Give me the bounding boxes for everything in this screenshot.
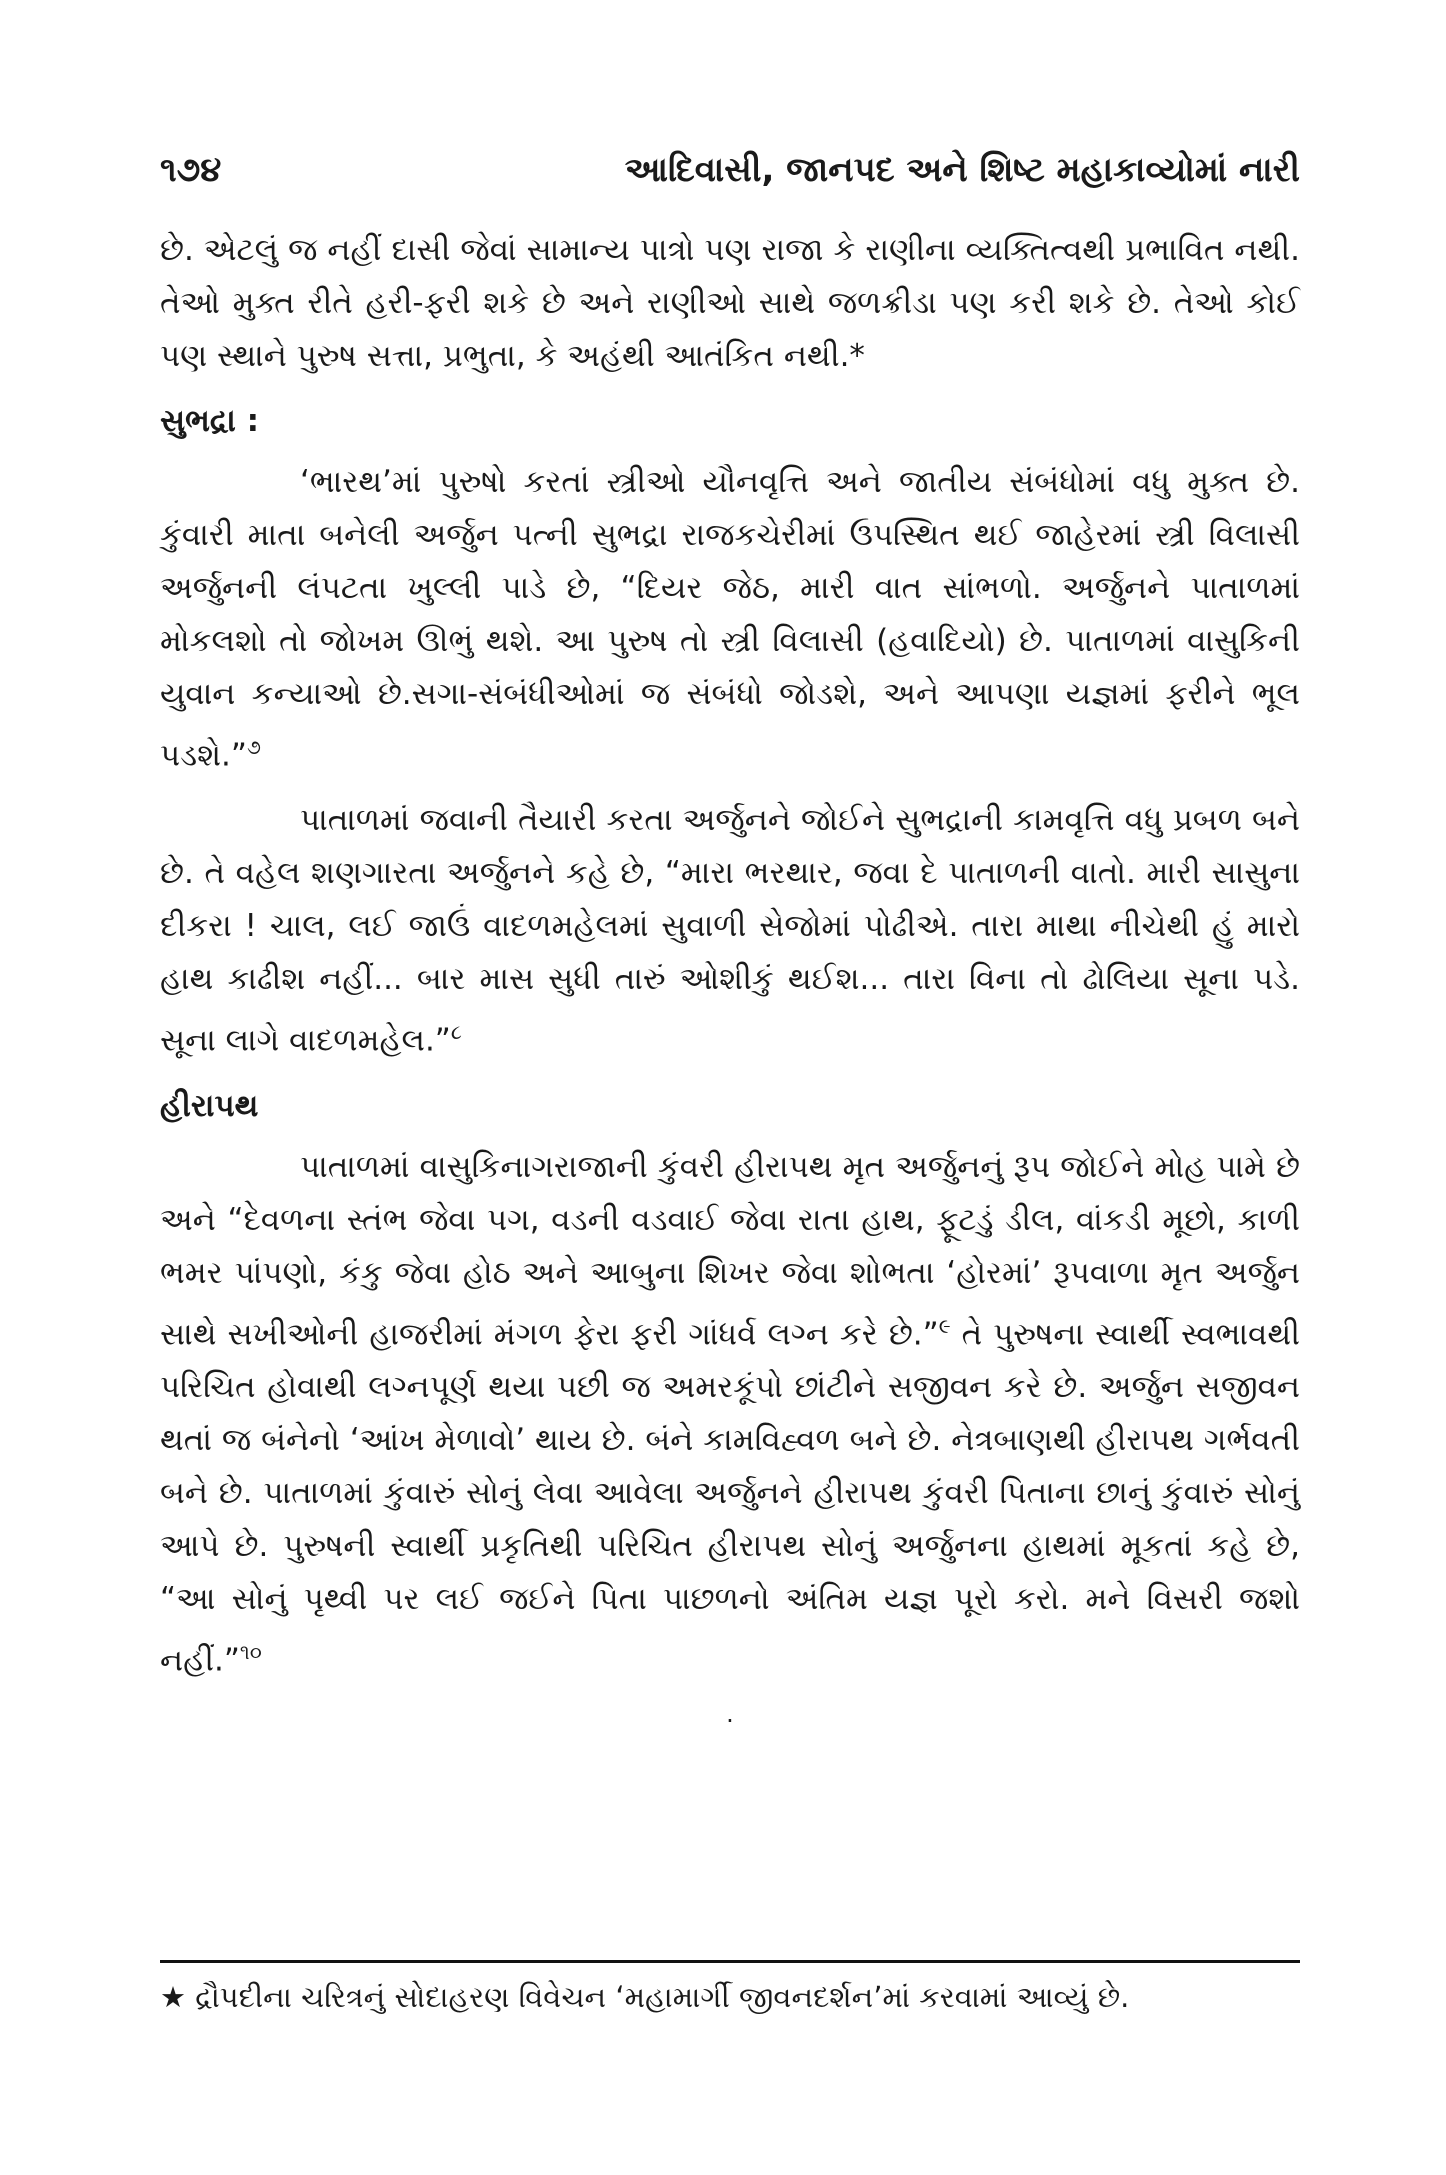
paragraph-3-text: પાતાળમાં જવાની તૈયારી કરતા અર્જુનને જોઈને સુભદ્રાની કામવૃત્તિ વધુ પ્રબળ બને છે. તે વહેલ શણગારતા અર્જુનને કહે છે, “મારા ભરથાર, જવા દે પાતાળની વાતો. મારી સાસુના દીકરા ! ચાલ, લઈ જાઉં વાદળમહેલમાં સુવાળી સેજોમાં પોઢીએ. તારા માથા નીચેથી હું મારો હાથ કાઢીશ નહીં... બાર માસ સુધી તારું ઓશીકું થઈશ... તારા વિના તો ઢોલિયા સૂના પડે. સૂના લાગે વાદળમહેલ.”	[160, 802, 1300, 1059]
running-title: આદિવાસી, જાનપદ અને શિષ્ટ મહાકાવ્યોમાં નારી	[624, 150, 1300, 190]
separator-dot: ·	[726, 1707, 734, 1736]
section-heading-subhadra: સુભદ્રા :	[160, 403, 260, 439]
footnote-ref-7: ૭	[246, 735, 261, 759]
paragraph-1: છે. એટલું જ નહીં દાસી જેવાં સામાન્ય પાત્રો પણ રાજા કે રાણીના વ્યક્તિત્વથી પ્રભાવિત નથી. તેઓ મુક્ત રીતે હરી-ફરી શકે છે અને રાણીઓ સાથે જળક્રીડા પણ કરી શકે છે. તેઓ કોઈ પણ સ્થાને પુરુષ સત્તા, પ્રભુતા, કે અહંથી આતંકિત નથી.*	[160, 232, 1300, 374]
footnote-rule	[160, 1960, 1300, 1963]
section-heading-hirapath: હીરાપથ	[160, 1087, 259, 1124]
paragraph-2	[160, 456, 1300, 782]
paragraph-3	[160, 794, 1300, 1067]
paragraph-4-text-b: તે પુરુષના સ્વાર્થી સ્વભાવથી પરિચિત હોવાથી લગ્નપૂર્ણ થયા પછી જ અમરકૂંપો છાંટીને સજીવન કરે છે. અર્જુન સજીવન થતાં જ બંનેનો ‘આંખ મેળાવો’ થાય છે. બંને કામવિહ્વળ બને છે. નેત્રબાણથી હીરાપથ ગર્ભવતી બને છે. પાતાળમાં કુંવારું સોનું લેવા આવેલા અર્જુનને હીરાપથ કુંવરી પિતાના છાનું કુંવારું સોનું આપે છે. પુરુષની સ્વાર્થી પ્રકૃતિથી પરિચિત હીરાપથ સોનું અર્જુનના હાથમાં મૂકતાં કહે છે, “આ સોનું પૃથ્વી પર લઈ જઈને પિતા પાછળનો અંતિમ યજ્ઞ પૂરો કરો. મને વિસરી જશો નહીં.”	[160, 1315, 1301, 1679]
paragraph-4	[160, 1141, 1300, 1688]
paragraph-4-text-a: પાતાળમાં વાસુકિનાગરાજાની કુંવરી હીરાપથ મૃત અર્જુનનું રૂપ જોઈને મોહ પામે છે અને “દેવળના સ્તંભ જેવા પગ, વડની વડવાઈ જેવા રાતા હાથ, ફૂટડું ડીલ, વાંકડી મૂછો, કાળી ભમર પાંપણો, કંકુ જેવા હોઠ અને આબુના શિખર જેવા શોભતા ‘હોરમાં’ રૂપવાળા મૃત અર્જુન સાથે સખીઓની હાજરીમાં મંગળ ફેરા ફરી ગાંધર્વ લગ્ન કરે છે.”	[160, 1148, 1300, 1352]
footnote-ref-9: ૯	[938, 1313, 951, 1338]
footnote-ref-8: ૮	[450, 1020, 462, 1045]
page-body	[160, 150, 1300, 1737]
footnote: ★ દ્રૌપદીના ચરિત્રનું સોદાહરણ વિવેચન ‘મહામાર્ગી જીવનદર્શન’માં કરવામાં આવ્યું છે.	[160, 1980, 1130, 2014]
page-number: ૧૭૪	[160, 150, 222, 190]
footnote-ref-10: ૧૦	[239, 1639, 262, 1664]
footnote-area	[160, 1960, 1300, 2017]
paragraph-2-text: ‘ભારથ’માં પુરુષો કરતાં સ્ત્રીઓ યૌનવૃત્તિ અને જાતીય સંબંધોમાં વધુ મુક્ત છે. કુંવારી માતા બનેલી અર્જુન પત્ની સુભદ્રા રાજકચેરીમાં ઉપસ્થિત થઈ જાહેરમાં સ્ત્રી વિલાસી અર્જુનની લંપટતા ખુલ્લી પાડે છે, “દિયર જેઠ, મારી વાત સાંભળો. અર્જુનને પાતાળમાં મોકલશો તો જોખમ ઊભું થશે. આ પુરુષ તો સ્ત્રી વિલાસી (હવાદિયો) છે. પાતાળમાં વાસુકિની યુવાન કન્યાઓ છે.સગા-સંબંધીઓમાં જ સંબંધો જોડશે, અને આપણા યજ્ઞમાં ફરીને ભૂલ પડશે.”	[160, 464, 1300, 774]
page-header	[160, 150, 1300, 190]
